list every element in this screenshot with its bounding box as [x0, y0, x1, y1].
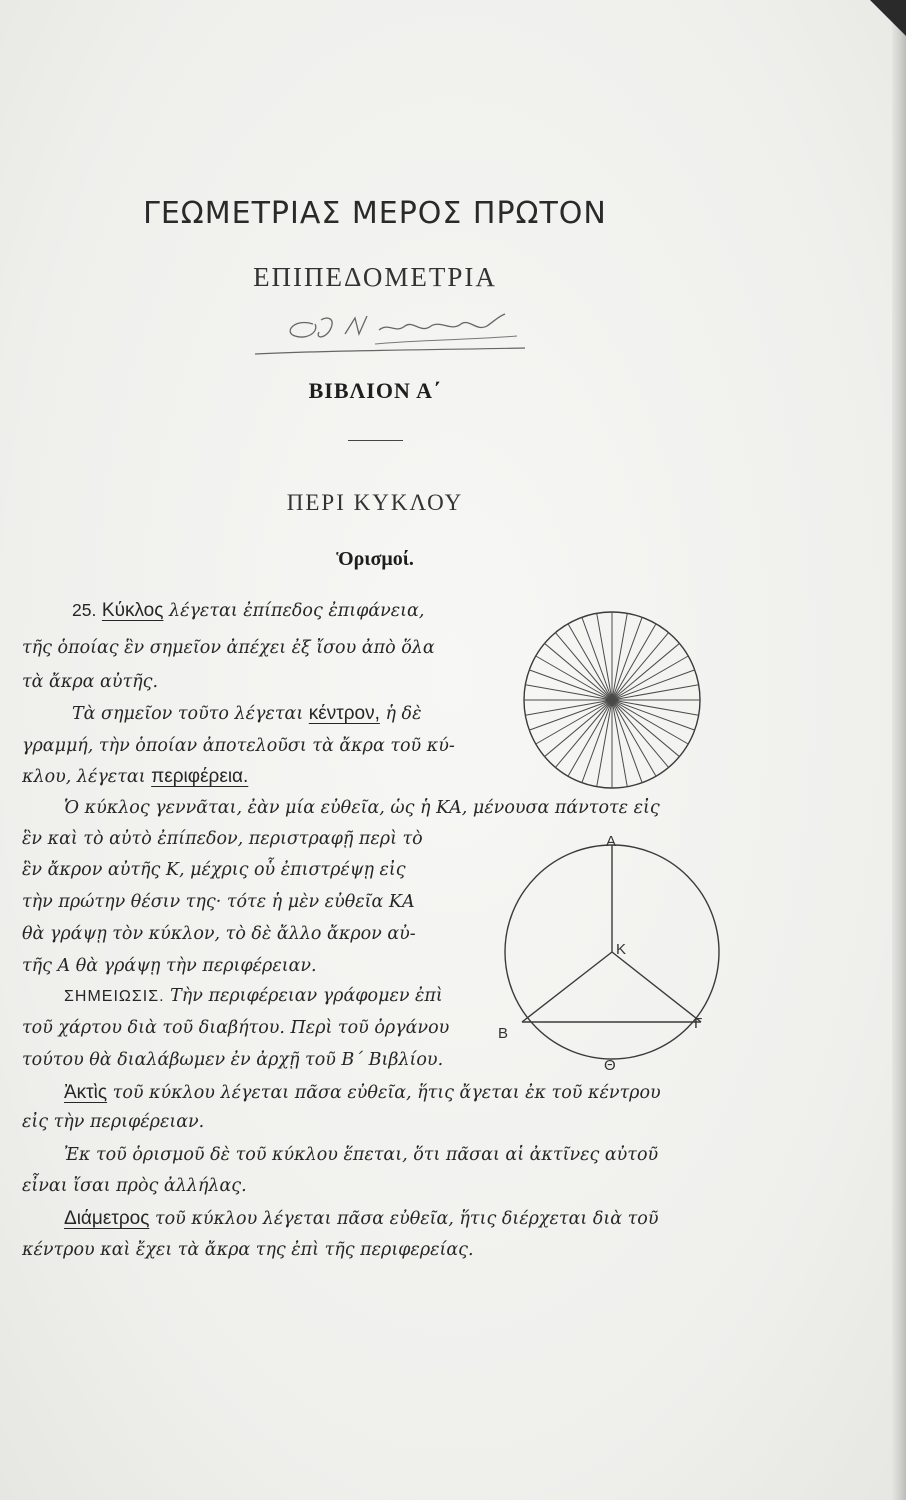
figure-circle-construction [496, 826, 736, 1076]
text-line: ἓν ἄκρον αὐτῆς Κ, μέχρις οὗ ἐπιστρέψῃ εἰς [22, 860, 406, 880]
text-span: τοῦ κύκλου λέγεται πᾶσα εὐθεῖα, ἥτις διέρχεται διὰ τοῦ [154, 1209, 659, 1229]
text-line: κέντρου καὶ ἔχει τὰ ἄκρα της ἐπὶ τῆς περιφερείας. [22, 1240, 474, 1260]
term-kyklos: Κύκλος [101, 600, 164, 621]
text-line: τὰ ἄκρα αὐτῆς. [22, 672, 159, 692]
text-line: εἰς τὴν περιφέρειαν. [22, 1112, 205, 1132]
section-subtitle: Ὁρισμοί. [336, 548, 414, 570]
section-title: ΠΕΡΙ ΚΥΚΛΟΥ [286, 490, 464, 515]
text-line: τῆς Α θὰ γράψῃ τὴν περιφέρειαν. [22, 956, 317, 976]
term-periferia: περιφέρεια. [151, 766, 249, 787]
text-line [22, 766, 248, 788]
label-G: Γ [694, 1015, 703, 1032]
note-label: ΣΗΜΕΙΩΣΙΣ. [64, 988, 165, 1005]
book-title: ΒΙΒΛΙΟΝ Α΄ [308, 378, 442, 403]
text-span: κλου, λέγεται [22, 767, 146, 787]
text-line: Ἐκ τοῦ ὁρισμοῦ δὲ τοῦ κύκλου ἕπεται, ὅτι πᾶσαι αἱ ἀκτῖνες αὐτοῦ [64, 1145, 659, 1165]
text-line: γραμμή, τὴν ὁποίαν ἀποτελοῦσι τὰ ἄκρα τοῦ κύ- [22, 736, 455, 756]
text-line: θὰ γράψῃ τὸν κύκλον, τὸ δὲ ἄλλο ἄκρον αὐ- [22, 924, 416, 944]
subtitle: ΕΠΙΠΕΔΟΜΕΤΡΙΑ [253, 262, 497, 292]
text-span: λέγεται ἐπίπεδος ἐπιφάνεια, [168, 601, 425, 621]
text-line: Ὁ κύκλος γεννᾶται, ἐὰν μία εὐθεῖα, ὡς ἡ ΚΑ, μένουσα πάντοτε εἰς [64, 798, 660, 818]
text-line: τῆς ὁποίας ἓν σημεῖον ἀπέχει ἐξ ἴσου ἀπὸ ὅλα [22, 638, 435, 658]
label-Th: Θ [604, 1057, 616, 1074]
text-span: Τὰ σημεῖον τοῦτο λέγεται [72, 704, 304, 724]
term-diametros: Διάμετρος [64, 1208, 150, 1229]
term-aktis: Ἀκτὶς [64, 1082, 108, 1103]
text-line [64, 986, 443, 1006]
paragraph-number: 25. [72, 600, 97, 620]
figure-circle-radii [512, 600, 712, 800]
label-K: Κ [616, 941, 627, 958]
radius-KB [522, 952, 612, 1022]
divider-rule [348, 440, 403, 441]
text-line [72, 600, 424, 622]
label-B: Β [498, 1025, 509, 1042]
text-line: ἓν καὶ τὸ αὐτὸ ἐπίπεδον, περιστραφῇ περὶ τὸ [22, 829, 423, 849]
text-line [64, 1082, 661, 1104]
text-line [72, 703, 421, 725]
main-title: ΓΕΩΜΕΤΡΙΑΣ ΜΕΡΟΣ ΠΡΩΤΟΝ [143, 196, 607, 231]
label-A: Α [606, 833, 617, 850]
text-span: τοῦ κύκλου λέγεται πᾶσα εὐθεῖα, ἥτις ἄγεται ἐκ τοῦ κέντρου [112, 1083, 661, 1103]
text-line [64, 1208, 658, 1230]
figure-radii [524, 612, 700, 788]
page-binding-edge [892, 0, 906, 1500]
text-line: εἶναι ἴσαι πρὸς ἀλλήλας. [22, 1176, 247, 1196]
handwritten-signature [255, 310, 530, 358]
text-line: τὴν πρώτην θέσιν της· τότε ἡ μὲν εὐθεῖα ΚΑ [22, 892, 415, 912]
text-span: Τὴν περιφέρειαν γράφομεν ἐπὶ [170, 986, 443, 1006]
page-corner-shadow [870, 0, 906, 36]
radius-KG [612, 952, 701, 1022]
text-line: τούτου θὰ διαλάβωμεν ἐν ἀρχῇ τοῦ Β΄ Βιβλίου. [22, 1050, 444, 1070]
text-span: ἡ δὲ [385, 704, 422, 724]
text-line: τοῦ χάρτου διὰ τοῦ διαβήτου. Περὶ τοῦ ὀργάνου [22, 1018, 450, 1038]
term-kentron: κέντρον, [308, 703, 380, 724]
